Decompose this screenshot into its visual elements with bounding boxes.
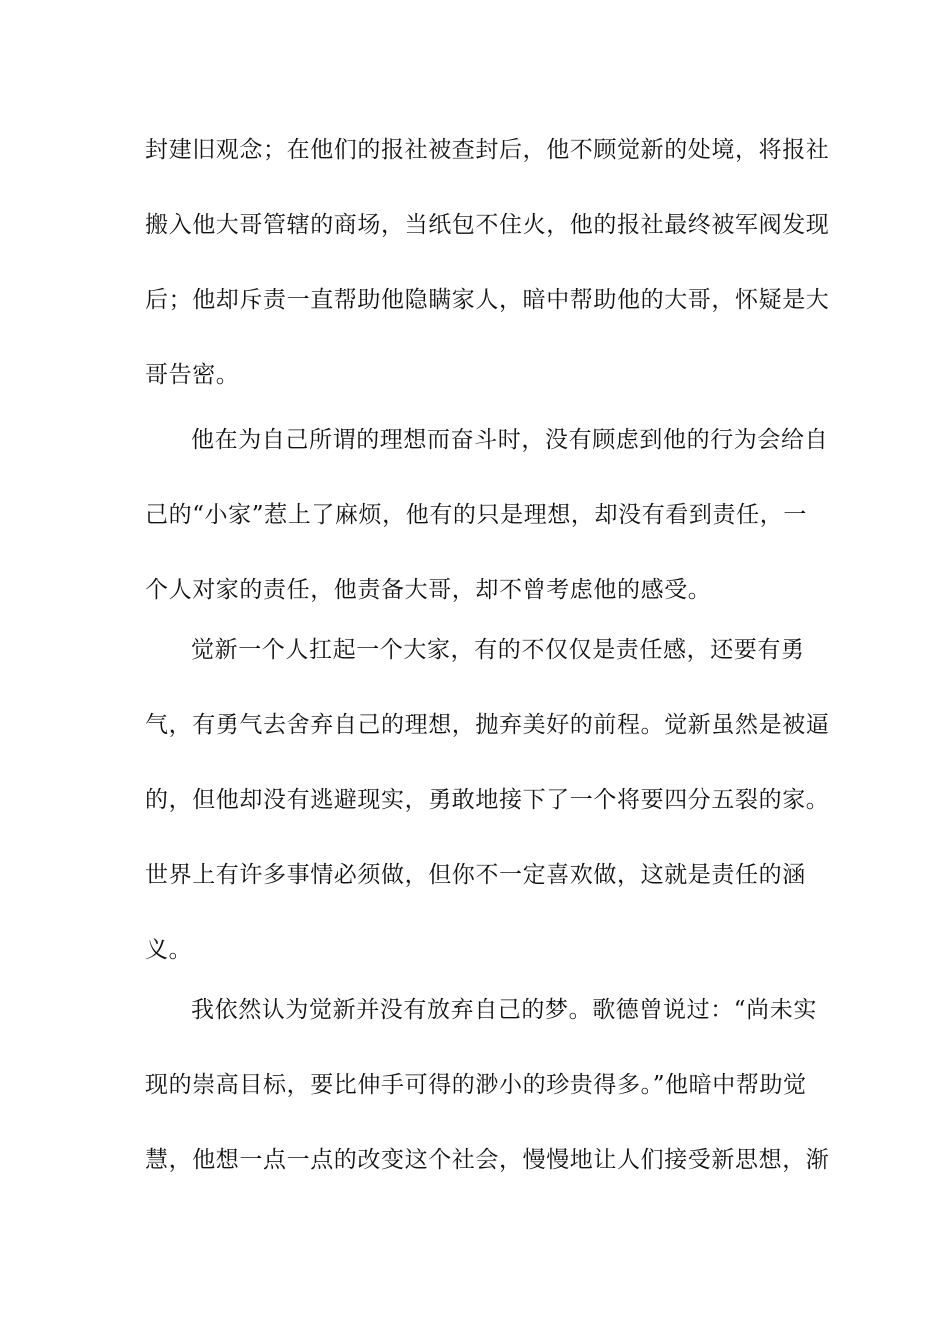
text-line: 慧，他想一点一点的改变这个社会，慢慢地让人们接受新思想，渐 — [145, 1147, 830, 1173]
text-line: 觉新一个人扛起一个大家，有的不仅仅是责任感，还要有勇 — [191, 637, 805, 663]
text-line: 气，有勇气去舍弃自己的理想，抛弃美好的前程。觉新虽然是被逼 — [145, 712, 830, 738]
text-line: 搬入他大哥管辖的商场，当纸包不住火，他的报社最终被军阀发现 — [145, 212, 830, 238]
text-line: 封建旧观念；在他们的报社被查封后，他不顾觉新的处境，将报社 — [145, 137, 830, 163]
text-line: 个人对家的责任，他责备大哥，却不曾考虑他的感受。 — [145, 577, 712, 603]
text-line: 义。 — [145, 937, 193, 963]
text-line: 他在为自己所谓的理想而奋斗时，没有顾虑到他的行为会给自 — [191, 427, 829, 453]
text-line: 现的崇高目标，要比伸手可得的渺小的珍贵得多。”他暗中帮助觉 — [145, 1072, 807, 1098]
text-line: 后；他却斥责一直帮助他隐瞒家人，暗中帮助他的大哥，怀疑是大 — [145, 287, 830, 313]
text-line: 的，但他却没有逃避现实，勇敢地接下了一个将要四分五裂的家。 — [145, 787, 830, 813]
text-line: 我依然认为觉新并没有放弃自己的梦。歌德曾说过：“尚未实 — [191, 997, 817, 1023]
text-line: 世界上有许多事情必须做，但你不一定喜欢做，这就是责任的涵 — [145, 862, 806, 888]
text-line: 己的“小家”惹上了麻烦，他有的只是理想，却没有看到责任，一 — [145, 502, 807, 528]
text-line: 哥告密。 — [145, 362, 240, 388]
